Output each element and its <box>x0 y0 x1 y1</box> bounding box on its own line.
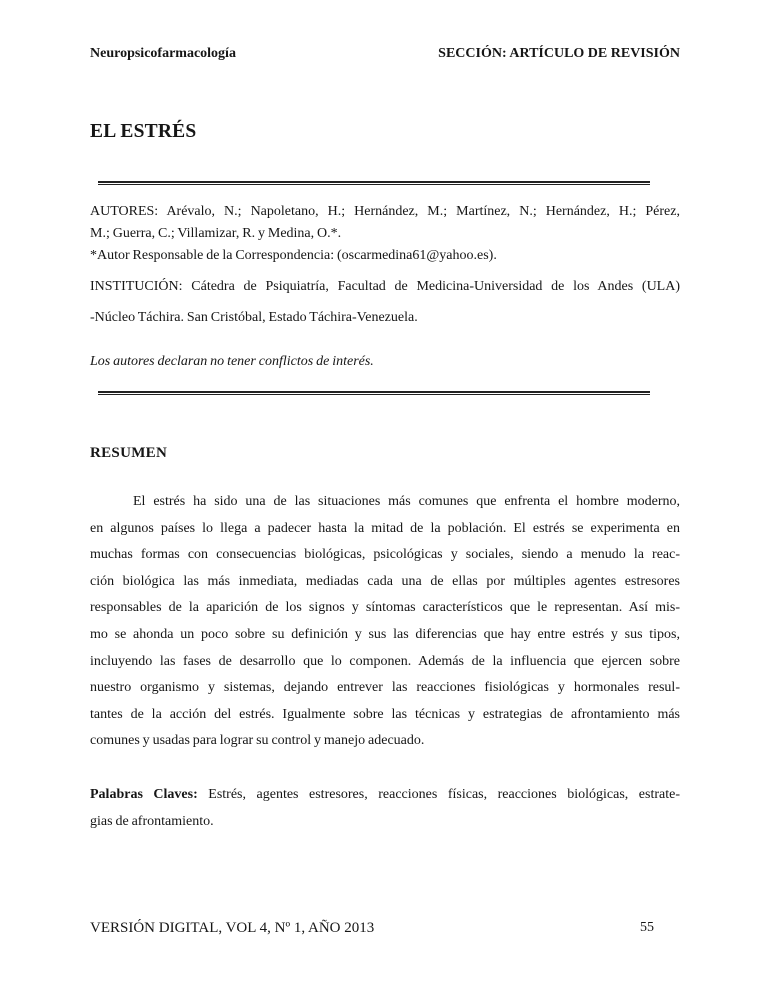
resumen-line: muchas formas con consecuencias biológicas, psicológicas y sociales, siendo a menudo la reac- <box>90 547 680 563</box>
resumen-line: tantes de la acción del estrés. Igualmente sobre las técnicas y estrategias de afrontamiento más <box>90 706 680 722</box>
authors-line: M.; Guerra, C.; Villamizar, R. y Medina, O.*. <box>90 226 342 241</box>
page-header <box>90 46 680 62</box>
keywords-block <box>90 781 680 835</box>
keywords-text: Estrés, agentes estresores, reacciones físicas, reacciones biológicas, estrate- <box>197 787 680 802</box>
institution-block <box>90 271 680 333</box>
divider-bottom <box>98 391 650 395</box>
keywords-line <box>90 781 680 808</box>
article-title: EL ESTRÉS <box>90 121 197 142</box>
institution-line: INSTITUCIÓN: Cátedra de Psiquiatría, Facultad de Medicina-Universidad de los Andes (ULA) <box>90 279 680 294</box>
resumen-line: responsables de la aparición de los signos y síntomas característicos que le representan. Así mis- <box>90 600 680 616</box>
resumen-line: en algunos países lo llega a padecer hasta la mitad de la población. El estrés se experimenta en <box>90 520 680 536</box>
resumen-line: nuestro organismo y sistemas, dejando entrever las reacciones fisiológicas y hormonales resul- <box>90 680 680 696</box>
resumen-line: mo se ahonda un poco sobre su definición y sus las diferencias que hay entre estrés y sus tipos, <box>90 626 680 642</box>
resumen-heading: RESUMEN <box>90 445 168 461</box>
keywords-label: Palabras Claves: <box>90 787 198 802</box>
institution-line: -Núcleo Táchira. San Cristóbal, Estado Táchira-Venezuela. <box>90 310 418 325</box>
footer-citation: VERSIÓN DIGITAL, VOL 4, Nº 1, AÑO 2013 <box>90 920 375 936</box>
keywords-line: gias de afrontamiento. <box>90 814 214 829</box>
correspondence-line: *Autor Responsable de la Correspondencia: (oscarmedina61@yahoo.es). <box>90 248 497 263</box>
page-footer <box>90 920 680 937</box>
journal-name: Neuropsicofarmacología <box>90 46 236 61</box>
resumen-paragraph <box>90 489 680 755</box>
resumen-line: incluyendo las fases de desarrollo que lo componen. Además de la influencia que ejercen sobre <box>90 653 680 669</box>
resumen-line: comunes y usadas para lograr su control y manejo adecuado. <box>90 733 425 749</box>
section-label: SECCIÓN: ARTÍCULO DE REVISIÓN <box>438 46 680 61</box>
resumen-line: El estrés ha sido una de las situaciones más comunes que enfrenta el hombre moderno, <box>133 494 680 509</box>
authors-line: AUTORES: Arévalo, N.; Napoletano, H.; Hernández, M.; Martínez, N.; Hernández, H.; Pérez, <box>90 204 680 219</box>
authors-block <box>90 201 680 267</box>
resumen-line: ción biológica las más inmediata, mediadas cada una de ellas por múltiples agentes estresores <box>90 573 680 589</box>
page-number: 55 <box>640 920 654 935</box>
conflict-of-interest-note: Los autores declaran no tener conflictos de interés. <box>90 354 374 369</box>
divider-top <box>98 181 650 185</box>
